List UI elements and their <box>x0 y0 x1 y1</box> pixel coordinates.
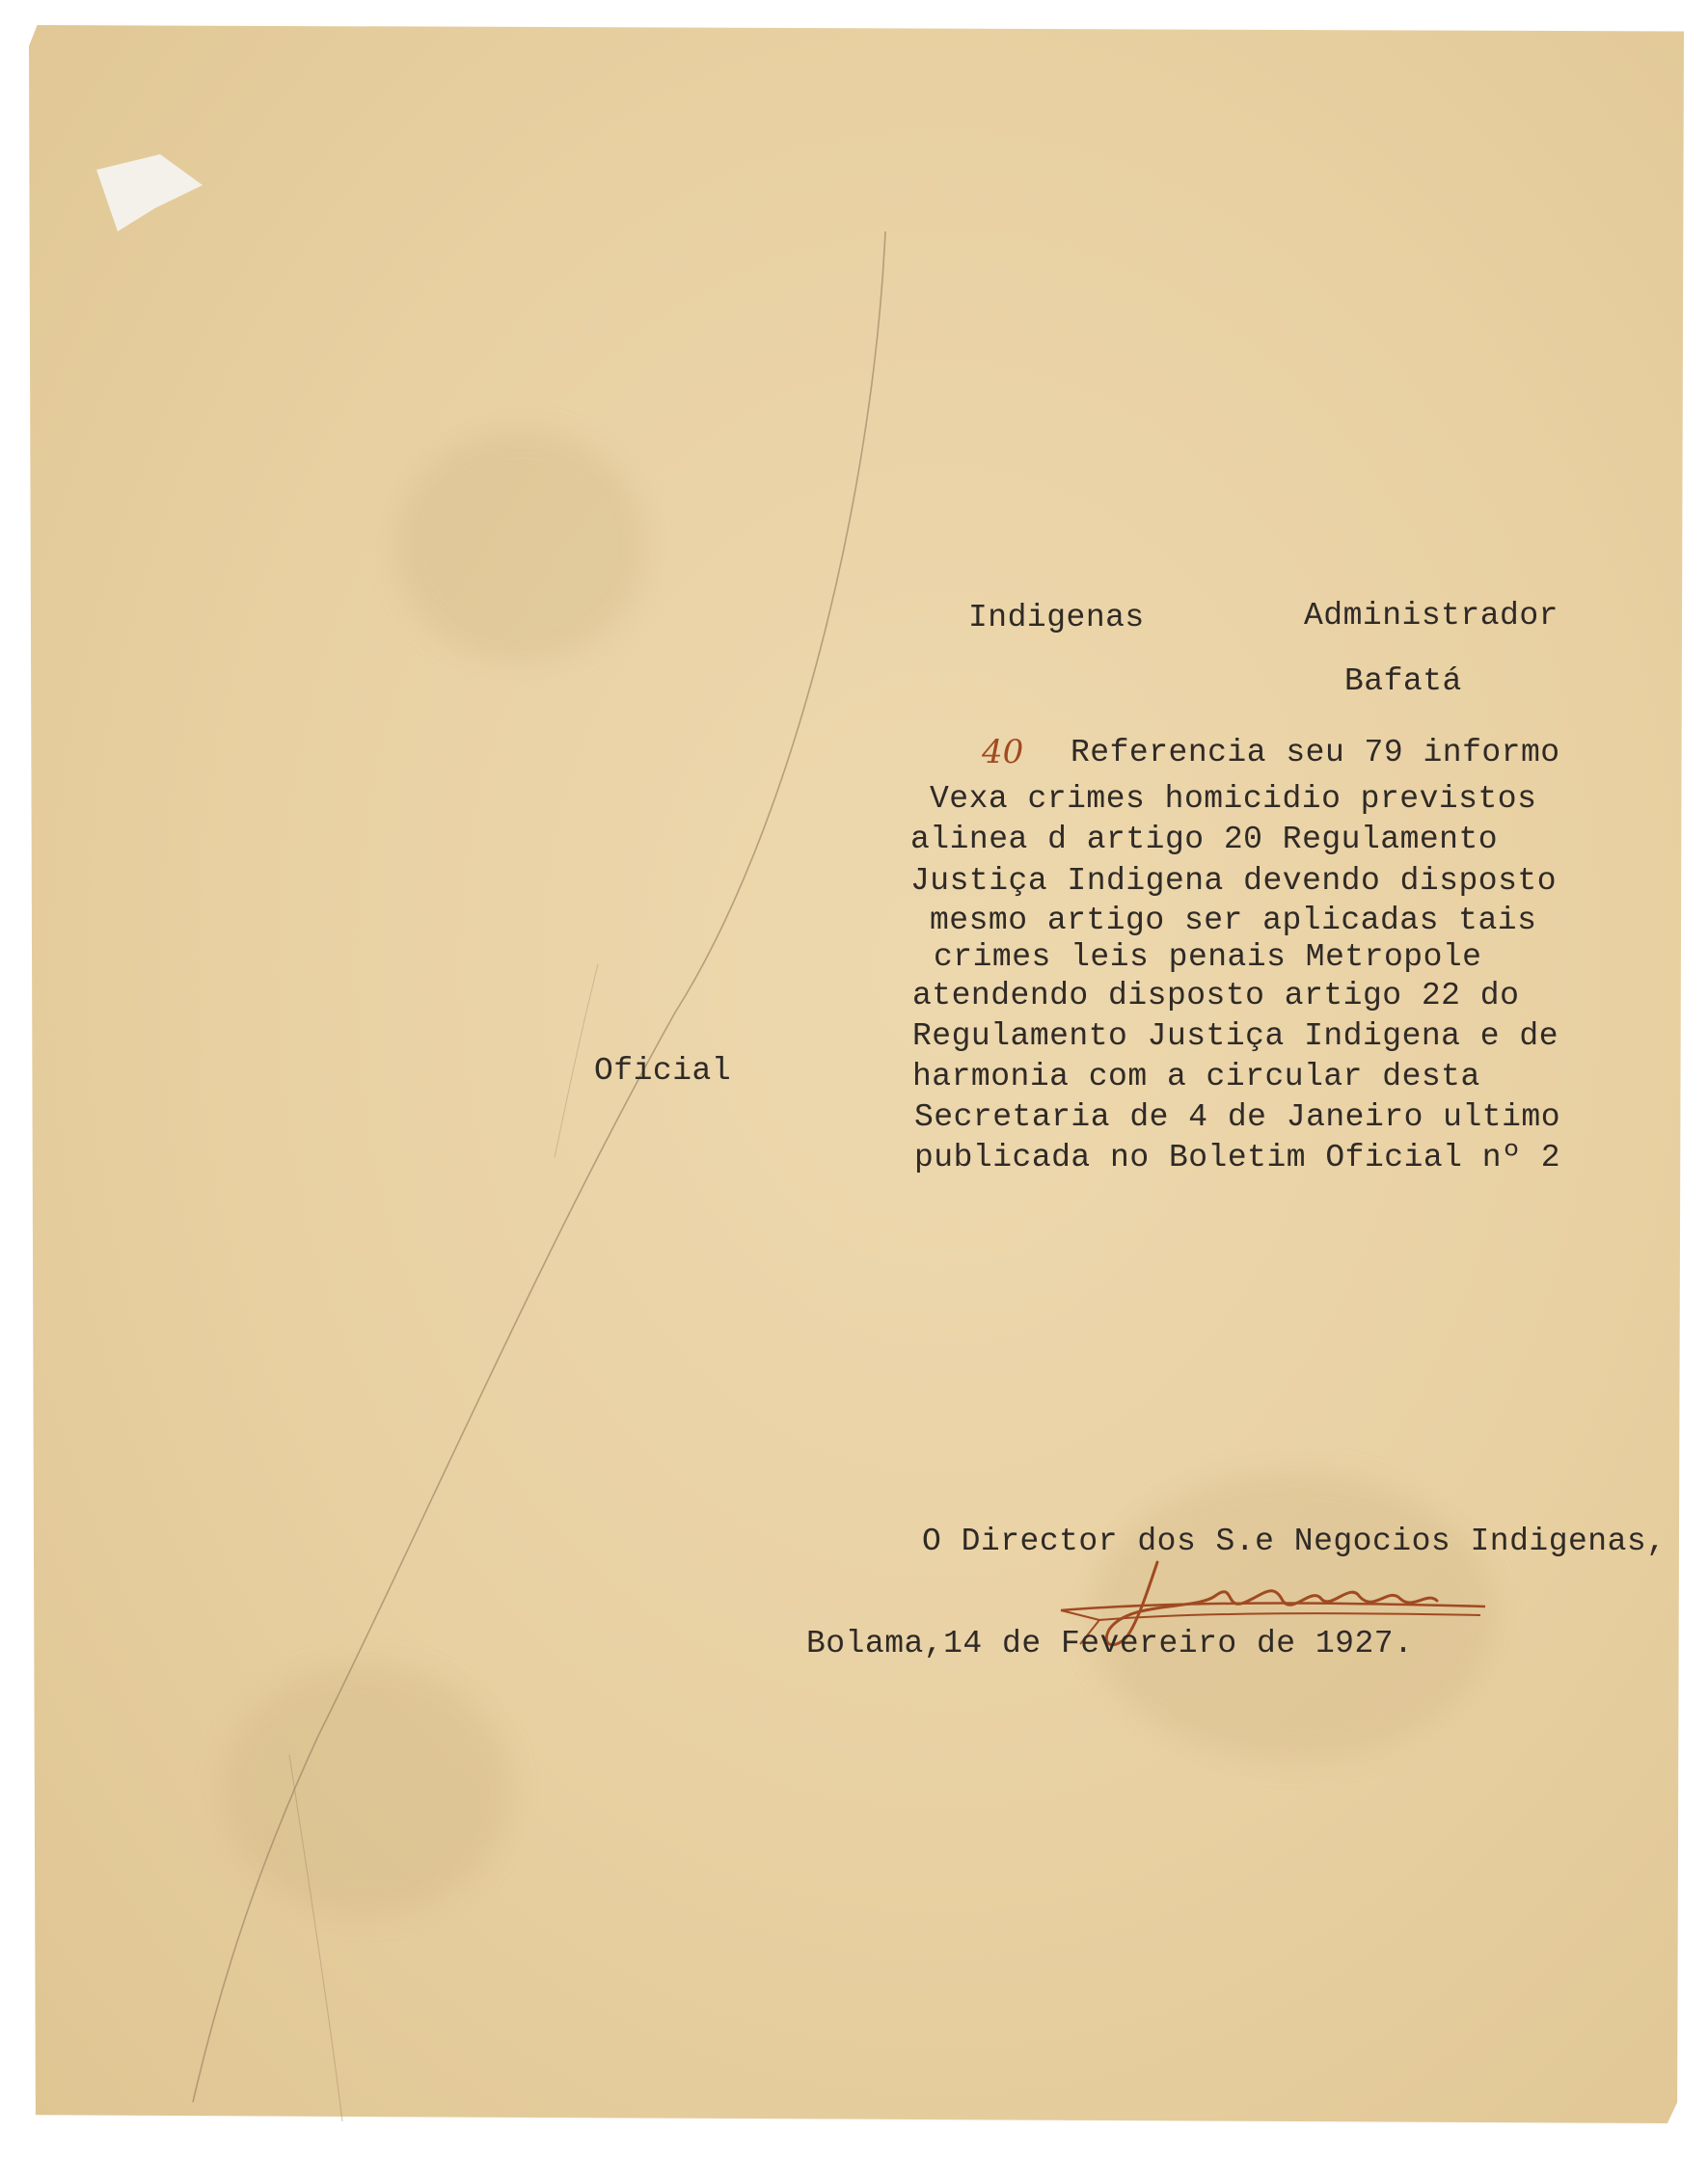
place-heading: Bafatá <box>1344 663 1462 699</box>
sender-line: O Director dos S.e Negocios Indigenas, <box>922 1524 1667 1559</box>
body-line: Secretaria de 4 de Janeiro ultimo <box>914 1099 1561 1135</box>
body-line: atendendo disposto artigo 22 do <box>912 978 1520 1013</box>
body-line: mesmo artigo ser aplicadas tais <box>930 903 1537 938</box>
handwritten-number: 40 <box>982 733 1024 771</box>
body-line: Referencia seu 79 informo <box>1071 735 1560 770</box>
dateline: Bolama,14 de Fevereiro de 1927. <box>806 1626 1414 1661</box>
left-heading: Indigenas <box>968 600 1145 635</box>
body-line: harmonia com a circular desta <box>912 1059 1480 1094</box>
body-line: alinea d artigo 20 Regulamento <box>910 822 1499 857</box>
body-line: Justiça Indigena devendo disposto <box>910 863 1558 899</box>
body-line: publicada no Boletim Oficial nº 2 <box>914 1140 1561 1175</box>
body-line: crimes leis penais Metropole <box>934 939 1482 975</box>
body-line: Regulamento Justiça Indigena e de <box>912 1018 1559 1054</box>
body-line: Vexa crimes homicidio previstos <box>930 781 1537 817</box>
right-heading: Administrador <box>1304 598 1559 634</box>
margin-note: Oficial <box>594 1053 732 1089</box>
